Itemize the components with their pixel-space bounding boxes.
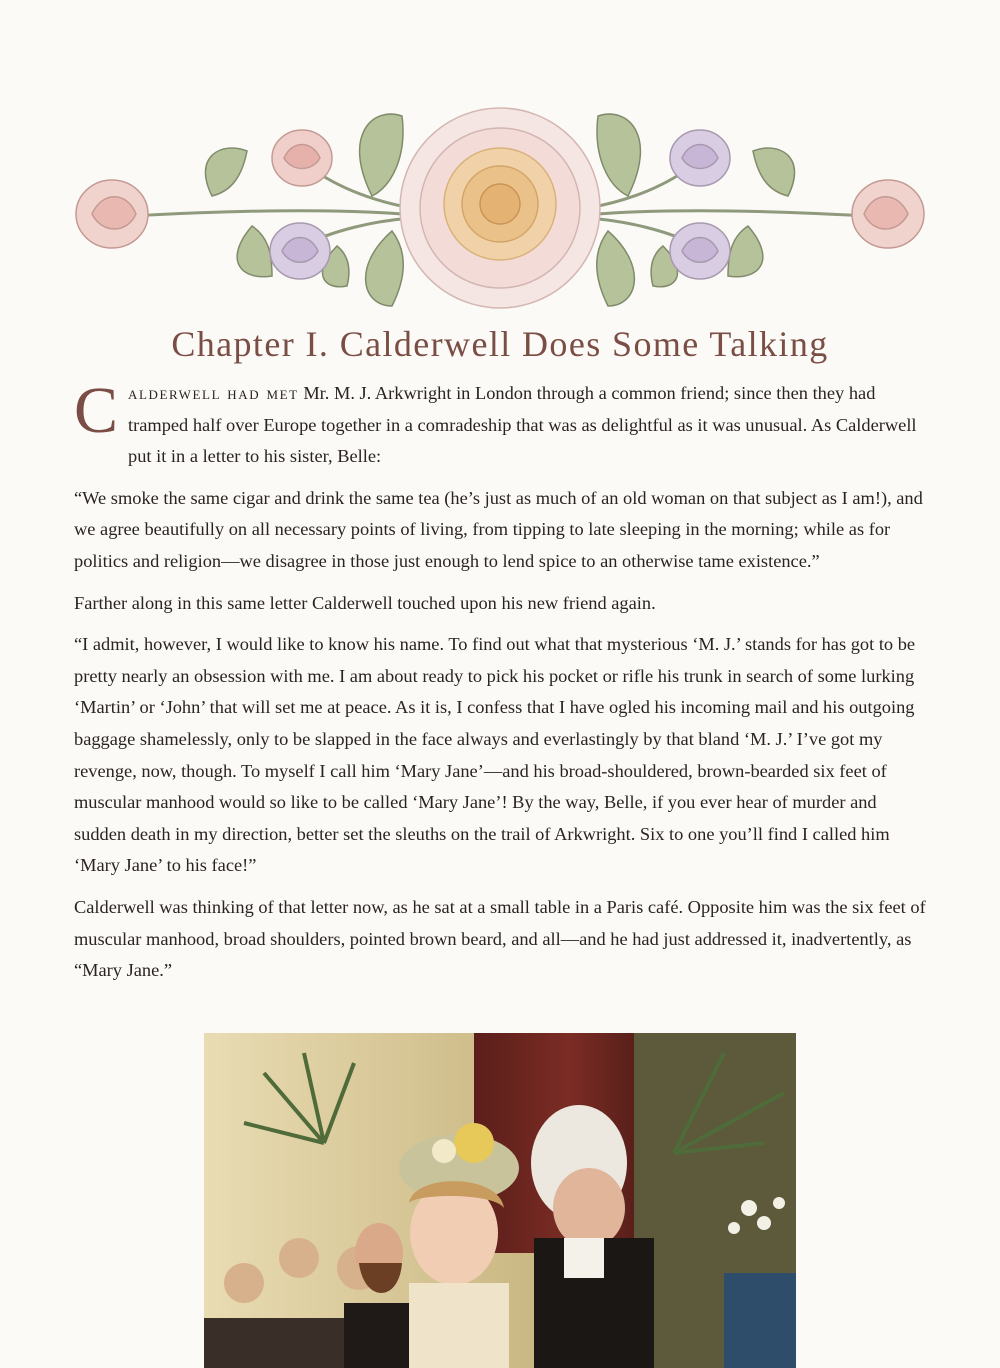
drop-cap: C — [74, 374, 119, 447]
lead-in-smallcaps: alderwell had met — [128, 383, 299, 403]
paragraph-1-first-line: Mr. M. J. Arkwright in London through a common friend; since then they — [298, 383, 845, 403]
paragraph-2: “We smoke the same cigar and drink the same tea (he’s just as much of an old woman on that subject as I am!), and we agree beautifully on all necessary points of living, from tipping to late sleeping in the morning; while as for politics and religion—we disagree in those just enough to lend spice to an otherwise tame existence.” — [74, 487, 923, 571]
paragraph-1-rest: had tramped half over Europe together in a comradeship that was as delightful as it was unusual. As Calderwell put it in a letter to his sister, Belle: — [128, 383, 917, 467]
paragraph-3: Farther along in this same letter Calderwell touched upon his new friend again. — [74, 592, 656, 613]
paragraph-1 — [74, 374, 930, 473]
chapter-body — [74, 374, 930, 997]
paragraph-4: “I admit, however, I would like to know his name. To find out what that mysterious ‘M. J.’ stands for has got to be pretty nearly an obsession with me. I am about ready to pick his pocket or rifle his trunk in search of some lurking ‘Martin’ or ‘John’ that will set me at peace. As it is, I confess that I have ogled his incoming mail and his outgoing baggage shamelessly, only to be slapped in the face always and everlastingly by that bland ‘M. J.’ I’ve got my revenge, now, though. To myself I call him ‘Mary Jane’—and his broad-shouldered, brown-bearded six feet of muscular manhood would so like to be called ‘Mary Jane’! By the way, Belle, if you ever hear of murder and sudden death in my direction, better set the sleuths on the trail of Arkwright. Six to one you’ll find I called him ‘Mary Jane’ to his face!” — [74, 634, 916, 876]
chapter-title: Chapter I. Calderwell Does Some Talking — [171, 324, 829, 364]
rose-garland-ornament — [72, 96, 928, 328]
paragraph-5: Calderwell was thinking of that letter now, as he sat at a small table in a Paris café. Opposite him was the six feet of muscular manhood, broad shoulders, pointed brown beard, and all—and he had just addressed it, inadvertently, as “Mary Jane.” — [74, 896, 926, 981]
painting-illustration — [204, 1033, 796, 1368]
